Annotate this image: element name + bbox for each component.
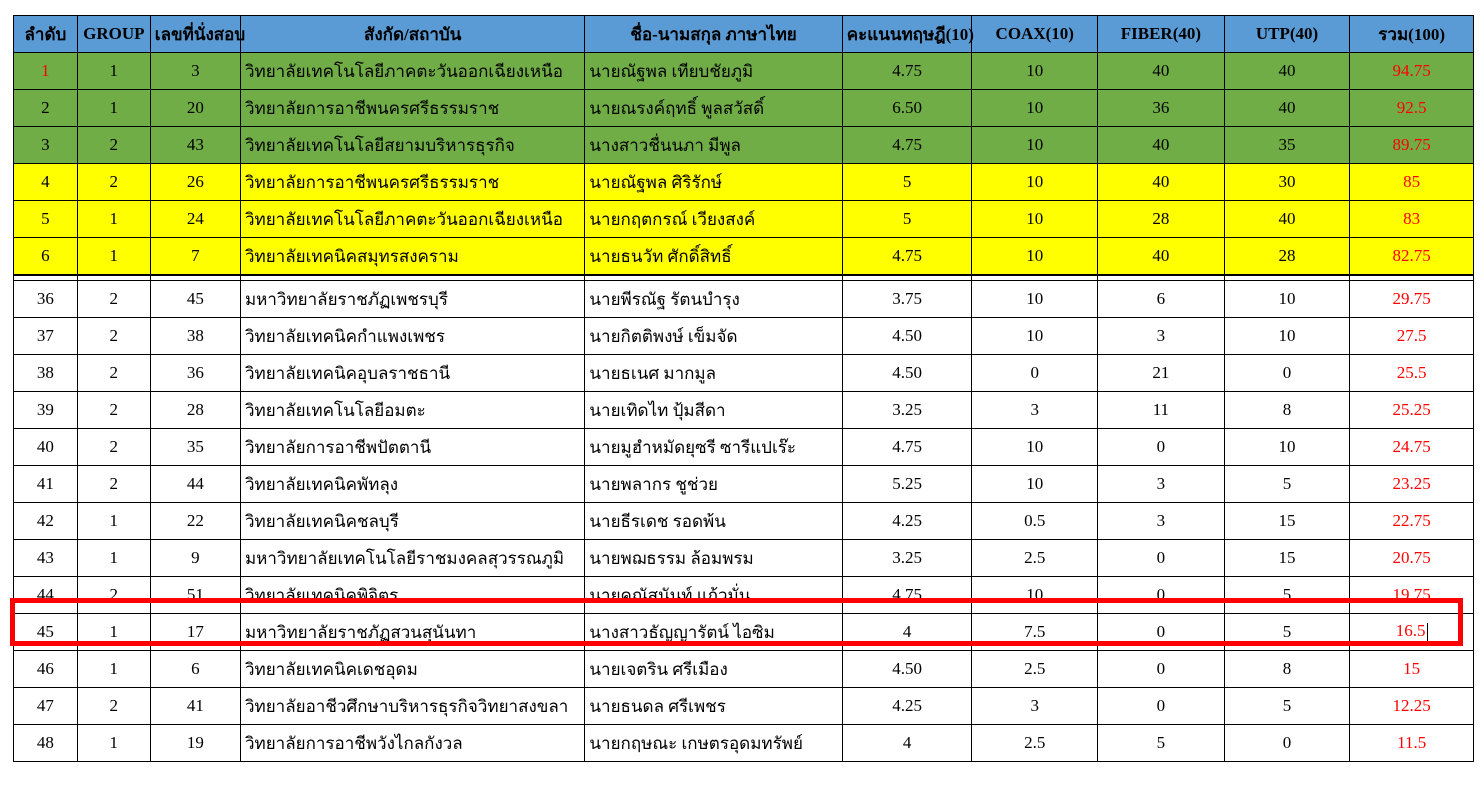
cell-utp[interactable]: 5 <box>1224 466 1350 503</box>
cell-rank[interactable]: 39 <box>14 392 78 429</box>
cell-seat-number[interactable]: 3 <box>150 53 240 90</box>
table-row <box>14 688 1474 725</box>
cell-fiber[interactable]: 40 <box>1098 238 1225 276</box>
table-row <box>14 503 1474 540</box>
cell-name-thai[interactable]: นางสาวชื่นนภา มีพูล <box>585 127 842 164</box>
cell-fiber[interactable]: 0 <box>1098 614 1225 651</box>
cell-theory-score[interactable]: 4.75 <box>842 127 972 164</box>
cell-coax[interactable]: 10 <box>972 429 1098 466</box>
header-utp[interactable]: UTP(40) <box>1224 16 1350 53</box>
cell-rank[interactable]: 1 <box>14 53 78 90</box>
cell-name-thai[interactable]: นายเจตริน ศรีเมือง <box>585 651 842 688</box>
cell-institution[interactable]: วิทยาลัยเทคนิคสมุทรสงคราม <box>240 238 584 276</box>
cell-name-thai[interactable]: นายพฌธรรม ล้อมพรม <box>585 540 842 577</box>
cell-name-thai[interactable]: นายธนดล ศรีเพชร <box>585 688 842 725</box>
cell-seat-number[interactable]: 44 <box>150 466 240 503</box>
cell-coax[interactable]: 10 <box>972 318 1098 355</box>
cell-fiber[interactable]: 36 <box>1098 90 1225 127</box>
table-row <box>14 201 1474 238</box>
cell-theory-score[interactable]: 4.50 <box>842 355 972 392</box>
cell-theory-score[interactable]: 3.25 <box>842 392 972 429</box>
header-total[interactable]: รวม(100) <box>1350 16 1474 53</box>
cell-utp[interactable]: 30 <box>1224 164 1350 201</box>
cell-rank[interactable]: 4 <box>14 164 78 201</box>
table-row <box>14 429 1474 466</box>
cell-total[interactable]: 11.5 <box>1350 725 1474 762</box>
table-row <box>14 238 1474 276</box>
cell-seat-number[interactable]: 24 <box>150 201 240 238</box>
cell-rank[interactable]: 36 <box>14 281 78 318</box>
cell-group[interactable]: 2 <box>77 127 150 164</box>
cell-theory-score[interactable]: 3.75 <box>842 281 972 318</box>
cell-theory-score[interactable]: 4.50 <box>842 651 972 688</box>
cell-seat-number[interactable]: 26 <box>150 164 240 201</box>
cell-total[interactable]: 16.5 <box>1350 614 1474 651</box>
table-row <box>14 466 1474 503</box>
cell-group[interactable]: 2 <box>77 355 150 392</box>
cell-utp[interactable]: 10 <box>1224 281 1350 318</box>
cell-seat-number[interactable]: 35 <box>150 429 240 466</box>
cell-fiber[interactable]: 40 <box>1098 53 1225 90</box>
cell-theory-score[interactable]: 5 <box>842 164 972 201</box>
cell-theory-score[interactable]: 4 <box>842 725 972 762</box>
cell-rank[interactable]: 2 <box>14 90 78 127</box>
cell-institution[interactable]: วิทยาลัยอาชีวศึกษาบริหารธุรกิจวิทยาสงขลา <box>240 688 584 725</box>
table-row <box>14 53 1474 90</box>
cell-total[interactable]: 29.75 <box>1350 281 1474 318</box>
cell-fiber[interactable]: 28 <box>1098 201 1225 238</box>
results-table <box>13 15 1474 762</box>
cell-theory-score[interactable]: 5.25 <box>842 466 972 503</box>
cell-institution[interactable]: วิทยาลัยเทคนิคเดชอุดม <box>240 651 584 688</box>
cell-total[interactable]: 25.25 <box>1350 392 1474 429</box>
cell-group[interactable]: 1 <box>77 503 150 540</box>
cell-institution[interactable]: วิทยาลัยเทคโนโลยีภาคตะวันออกเฉียงเหนือ <box>240 53 584 90</box>
cell-fiber[interactable]: 21 <box>1098 355 1225 392</box>
cell-theory-score[interactable]: 4.25 <box>842 503 972 540</box>
header-theory-score[interactable]: คะแนนทฤษฎี(10) <box>842 16 972 53</box>
cell-name-thai[interactable]: นายณัฐพล ศิริรักษ์ <box>585 164 842 201</box>
cell-seat-number[interactable]: 20 <box>150 90 240 127</box>
cell-total[interactable]: 23.25 <box>1350 466 1474 503</box>
cell-coax[interactable]: 10 <box>972 577 1098 614</box>
cell-group[interactable]: 1 <box>77 90 150 127</box>
cell-name-thai[interactable]: นายกฤตกรณ์ เวียงสงค์ <box>585 201 842 238</box>
cell-fiber[interactable]: 3 <box>1098 503 1225 540</box>
cell-utp[interactable]: 40 <box>1224 90 1350 127</box>
cell-total[interactable]: 25.5 <box>1350 355 1474 392</box>
text-cursor <box>1427 623 1428 643</box>
header-group[interactable]: GROUP <box>77 16 150 53</box>
cell-total[interactable]: 22.75 <box>1350 503 1474 540</box>
header-coax[interactable]: COAX(10) <box>972 16 1098 53</box>
cell-seat-number[interactable]: 51 <box>150 577 240 614</box>
cell-fiber[interactable]: 0 <box>1098 577 1225 614</box>
cell-seat-number[interactable]: 41 <box>150 688 240 725</box>
cell-institution[interactable]: วิทยาลัยเทคนิคอุบลราชธานี <box>240 355 584 392</box>
cell-fiber[interactable]: 3 <box>1098 318 1225 355</box>
cell-rank[interactable]: 40 <box>14 429 78 466</box>
table-body <box>14 53 1474 762</box>
cell-coax[interactable]: 7.5 <box>972 614 1098 651</box>
cell-coax[interactable]: 3 <box>972 392 1098 429</box>
cell-coax[interactable]: 2.5 <box>972 725 1098 762</box>
cell-institution[interactable]: วิทยาลัยเทคนิคพิจิตร <box>240 577 584 614</box>
cell-theory-score[interactable]: 6.50 <box>842 90 972 127</box>
cell-rank[interactable]: 42 <box>14 503 78 540</box>
cell-utp[interactable]: 8 <box>1224 651 1350 688</box>
cell-group[interactable]: 2 <box>77 688 150 725</box>
cell-total[interactable]: 12.25 <box>1350 688 1474 725</box>
cell-rank[interactable]: 47 <box>14 688 78 725</box>
cell-utp[interactable]: 5 <box>1224 577 1350 614</box>
cell-theory-score[interactable]: 4.75 <box>842 53 972 90</box>
cell-theory-score[interactable]: 4.75 <box>842 429 972 466</box>
cell-group[interactable]: 1 <box>77 53 150 90</box>
cell-name-thai[interactable]: นายพลากร ชูช่วย <box>585 466 842 503</box>
cell-group[interactable]: 2 <box>77 577 150 614</box>
cell-fiber[interactable]: 40 <box>1098 164 1225 201</box>
cell-group[interactable]: 2 <box>77 281 150 318</box>
cell-seat-number[interactable]: 19 <box>150 725 240 762</box>
cell-coax[interactable]: 10 <box>972 90 1098 127</box>
cell-utp[interactable]: 40 <box>1224 201 1350 238</box>
cell-theory-score[interactable]: 4.25 <box>842 688 972 725</box>
cell-fiber[interactable]: 0 <box>1098 688 1225 725</box>
cell-theory-score[interactable]: 4 <box>842 614 972 651</box>
cell-rank[interactable]: 41 <box>14 466 78 503</box>
cell-group[interactable]: 2 <box>77 318 150 355</box>
cell-institution[interactable]: วิทยาลัยเทคโนโลยีสยามบริหารธุรกิจ <box>240 127 584 164</box>
table-row-highlighted <box>14 614 1474 651</box>
cell-name-thai[interactable]: นายกิตติพงษ์ เข็มจัด <box>585 318 842 355</box>
cell-name-thai[interactable]: นายธนวัท ศักดิ์สิทธิ์ <box>585 238 842 276</box>
cell-group[interactable]: 1 <box>77 725 150 762</box>
cell-rank[interactable]: 38 <box>14 355 78 392</box>
cell-fiber[interactable]: 11 <box>1098 392 1225 429</box>
cell-coax[interactable]: 10 <box>972 238 1098 276</box>
cell-utp[interactable]: 5 <box>1224 688 1350 725</box>
cell-name-thai[interactable]: นายมูฮำหมัดยุซรี ซารีแปเร๊ะ <box>585 429 842 466</box>
cell-name-thai[interactable]: นายณรงค์ฤทธิ์ พูลสวัสดิ์ <box>585 90 842 127</box>
header-row <box>14 16 1474 53</box>
cell-name-thai[interactable]: นายณัฐพล เทียบชัยภูมิ <box>585 53 842 90</box>
cell-seat-number[interactable]: 43 <box>150 127 240 164</box>
cell-total[interactable]: 20.75 <box>1350 540 1474 577</box>
cell-seat-number[interactable]: 7 <box>150 238 240 276</box>
cell-seat-number[interactable]: 6 <box>150 651 240 688</box>
cell-coax[interactable]: 2.5 <box>972 651 1098 688</box>
cell-group[interactable]: 1 <box>77 201 150 238</box>
cell-fiber[interactable]: 0 <box>1098 429 1225 466</box>
cell-rank[interactable]: 37 <box>14 318 78 355</box>
cell-coax[interactable]: 0.5 <box>972 503 1098 540</box>
cell-utp[interactable]: 10 <box>1224 318 1350 355</box>
cell-institution[interactable]: วิทยาลัยการอาชีพวังไกลกังวล <box>240 725 584 762</box>
cell-rank[interactable]: 6 <box>14 238 78 276</box>
cell-theory-score[interactable]: 4.50 <box>842 318 972 355</box>
cell-group[interactable]: 2 <box>77 429 150 466</box>
table-row <box>14 540 1474 577</box>
table-row <box>14 90 1474 127</box>
cell-institution[interactable]: วิทยาลัยการอาชีพนครศรีธรรมราช <box>240 164 584 201</box>
cell-group[interactable]: 2 <box>77 392 150 429</box>
cell-total[interactable]: 82.75 <box>1350 238 1474 276</box>
header-institution[interactable]: สังกัด/สถาบัน <box>240 16 584 53</box>
cell-rank[interactable]: 44 <box>14 577 78 614</box>
cell-group[interactable]: 1 <box>77 651 150 688</box>
cell-total[interactable]: 15 <box>1350 651 1474 688</box>
table-row <box>14 725 1474 762</box>
table-row <box>14 355 1474 392</box>
cell-utp[interactable]: 40 <box>1224 53 1350 90</box>
cell-fiber[interactable]: 3 <box>1098 466 1225 503</box>
header-name-thai[interactable]: ชื่อ-นามสกุล ภาษาไทย <box>585 16 842 53</box>
cell-institution[interactable]: วิทยาลัยเทคนิคกำแพงเพชร <box>240 318 584 355</box>
cell-seat-number[interactable]: 36 <box>150 355 240 392</box>
cell-theory-score[interactable]: 4.75 <box>842 577 972 614</box>
table-row <box>14 281 1474 318</box>
cell-rank[interactable]: 5 <box>14 201 78 238</box>
cell-total[interactable]: 92.5 <box>1350 90 1474 127</box>
cell-fiber[interactable]: 40 <box>1098 127 1225 164</box>
cell-utp[interactable]: 10 <box>1224 429 1350 466</box>
table-row <box>14 577 1474 614</box>
cell-coax[interactable]: 10 <box>972 53 1098 90</box>
cell-coax[interactable]: 2.5 <box>972 540 1098 577</box>
cell-rank[interactable]: 46 <box>14 651 78 688</box>
cell-name-thai[interactable]: นายธีรเดช รอดพ้น <box>585 503 842 540</box>
cell-seat-number[interactable]: 45 <box>150 281 240 318</box>
cell-total[interactable]: 83 <box>1350 201 1474 238</box>
cell-group[interactable]: 2 <box>77 466 150 503</box>
cell-total[interactable]: 89.75 <box>1350 127 1474 164</box>
cell-seat-number[interactable]: 38 <box>150 318 240 355</box>
cell-seat-number[interactable]: 9 <box>150 540 240 577</box>
cell-coax[interactable]: 10 <box>972 466 1098 503</box>
cell-group[interactable]: 1 <box>77 540 150 577</box>
cell-total[interactable]: 27.5 <box>1350 318 1474 355</box>
cell-fiber[interactable]: 5 <box>1098 725 1225 762</box>
table-row <box>14 127 1474 164</box>
cell-institution[interactable]: วิทยาลัยเทคนิคพัทลุง <box>240 466 584 503</box>
cell-seat-number[interactable]: 17 <box>150 614 240 651</box>
cell-utp[interactable]: 35 <box>1224 127 1350 164</box>
cell-utp[interactable]: 15 <box>1224 503 1350 540</box>
cell-name-thai[interactable]: นางสาวธัญญารัตน์ ไอซิม <box>585 614 842 651</box>
cell-total[interactable]: 94.75 <box>1350 53 1474 90</box>
cell-utp[interactable]: 8 <box>1224 392 1350 429</box>
cell-rank[interactable]: 45 <box>14 614 78 651</box>
cell-fiber[interactable]: 6 <box>1098 281 1225 318</box>
cell-coax[interactable]: 3 <box>972 688 1098 725</box>
table-row <box>14 318 1474 355</box>
cell-utp[interactable]: 15 <box>1224 540 1350 577</box>
cell-institution[interactable]: วิทยาลัยการอาชีพนครศรีธรรมราช <box>240 90 584 127</box>
cell-group[interactable]: 1 <box>77 238 150 276</box>
cell-utp[interactable]: 5 <box>1224 614 1350 651</box>
cell-seat-number[interactable]: 22 <box>150 503 240 540</box>
cell-coax[interactable]: 10 <box>972 127 1098 164</box>
cell-group[interactable]: 1 <box>77 614 150 651</box>
cell-coax[interactable]: 10 <box>972 164 1098 201</box>
cell-theory-score[interactable]: 5 <box>842 201 972 238</box>
cell-institution[interactable]: วิทยาลัยเทคนิคชลบุรี <box>240 503 584 540</box>
cell-name-thai[interactable]: นายเทิดไท ปุ้มสีดา <box>585 392 842 429</box>
cell-institution[interactable]: วิทยาลัยเทคโนโลยีภาคตะวันออกเฉียงเหนือ <box>240 201 584 238</box>
cell-institution[interactable]: วิทยาลัยเทคโนโลยีอมตะ <box>240 392 584 429</box>
cell-utp[interactable]: 0 <box>1224 355 1350 392</box>
cell-theory-score[interactable]: 4.75 <box>842 238 972 276</box>
cell-coax[interactable]: 10 <box>972 281 1098 318</box>
table-row <box>14 651 1474 688</box>
cell-seat-number[interactable]: 28 <box>150 392 240 429</box>
table-row <box>14 392 1474 429</box>
cell-total[interactable]: 85 <box>1350 164 1474 201</box>
cell-name-thai[interactable]: นายกฤษณะ เกษตรอุดมทรัพย์ <box>585 725 842 762</box>
cell-rank[interactable]: 3 <box>14 127 78 164</box>
cell-utp[interactable]: 0 <box>1224 725 1350 762</box>
cell-institution[interactable]: วิทยาลัยการอาชีพปัตตานี <box>240 429 584 466</box>
cell-name-thai[interactable]: นายธเนศ มากมูล <box>585 355 842 392</box>
header-rank[interactable]: ลำดับ <box>14 16 78 53</box>
cell-group[interactable]: 2 <box>77 164 150 201</box>
cell-name-thai[interactable]: นายพีรณัฐ รัตนบำรุง <box>585 281 842 318</box>
header-fiber[interactable]: FIBER(40) <box>1098 16 1225 53</box>
cell-name-thai[interactable]: นายคณัสนันท์ แก้วมั่น <box>585 577 842 614</box>
cell-institution[interactable]: มหาวิทยาลัยราชภัฏสวนสุนันทา <box>240 614 584 651</box>
cell-total[interactable]: 19.75 <box>1350 577 1474 614</box>
cell-institution[interactable]: มหาวิทยาลัยราชภัฏเพชรบุรี <box>240 281 584 318</box>
cell-rank[interactable]: 43 <box>14 540 78 577</box>
cell-institution[interactable]: มหาวิทยาลัยเทคโนโลยีราชมงคลสุวรรณภูมิ <box>240 540 584 577</box>
cell-coax[interactable]: 0 <box>972 355 1098 392</box>
cell-rank[interactable]: 48 <box>14 725 78 762</box>
cell-total[interactable]: 24.75 <box>1350 429 1474 466</box>
cell-fiber[interactable]: 0 <box>1098 540 1225 577</box>
cell-utp[interactable]: 28 <box>1224 238 1350 276</box>
cell-theory-score[interactable]: 3.25 <box>842 540 972 577</box>
cell-fiber[interactable]: 0 <box>1098 651 1225 688</box>
table-row <box>14 164 1474 201</box>
header-seat-number[interactable]: เลขที่นั่งสอบ <box>150 16 240 53</box>
cell-coax[interactable]: 10 <box>972 201 1098 238</box>
